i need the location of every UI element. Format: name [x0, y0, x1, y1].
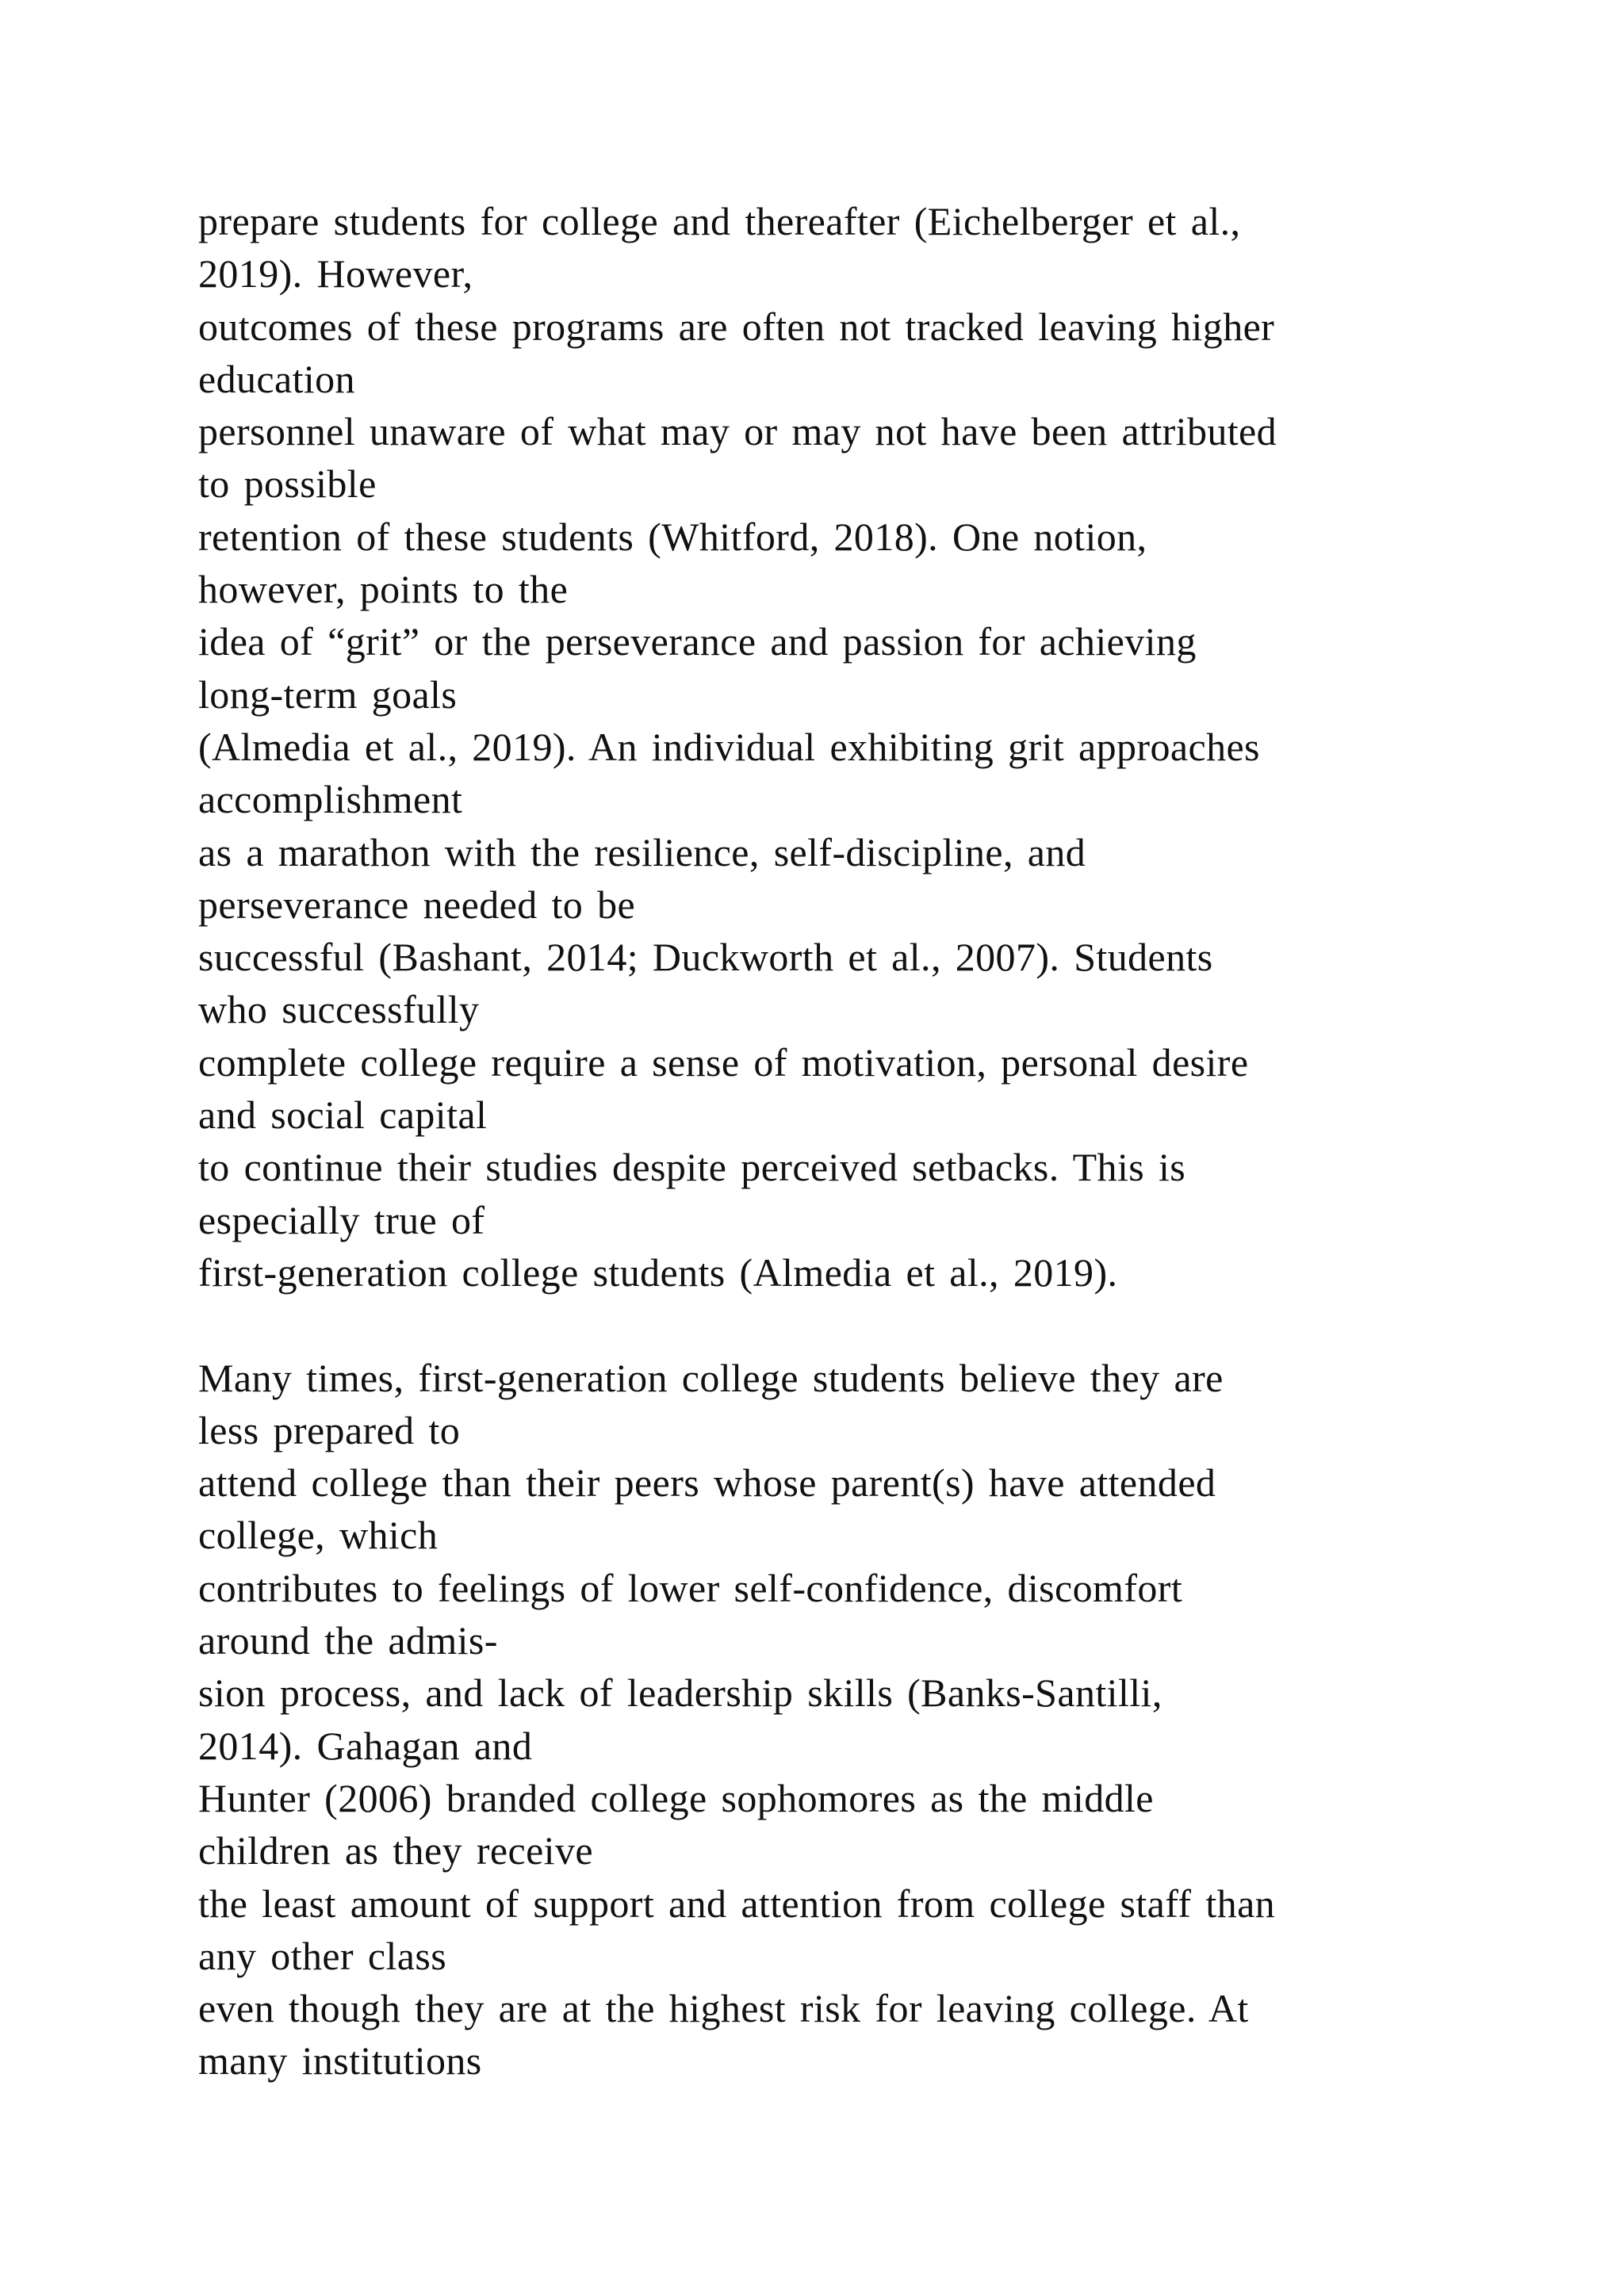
paragraph-1: [198, 195, 1483, 1299]
text-line: perseverance needed to be: [198, 882, 636, 927]
document-body: [198, 195, 1483, 2087]
text-line: education: [198, 356, 355, 401]
text-line: attend college than their peers whose parent(s) have attended: [198, 1460, 1216, 1506]
text-line: around the admis-: [198, 1618, 498, 1663]
text-line: the least amount of support and attention from college staff than: [198, 1881, 1276, 1926]
text-line: retention of these students (Whitford, 2018). One notion,: [198, 514, 1147, 559]
text-line: to possible: [198, 461, 377, 507]
text-line: to continue their studies despite perceived setbacks. This is: [198, 1145, 1186, 1190]
text-line: less prepared to: [198, 1407, 461, 1452]
text-line: any other class: [198, 1933, 447, 1978]
text-line: Hunter (2006) branded college sophomores as the middle: [198, 1775, 1154, 1820]
text-line: and social capital: [198, 1093, 488, 1138]
text-line: first-generation college students (Almedia et al., 2019).: [198, 1249, 1118, 1295]
text-line: Many times, first-generation college students believe they are: [198, 1355, 1224, 1400]
text-line: however, points to the: [198, 567, 569, 612]
text-line: sion process, and lack of leadership skills (Banks-Santilli,: [198, 1670, 1162, 1716]
paragraph-spacer: [198, 1299, 1483, 1351]
text-line: accomplishment: [198, 777, 463, 822]
text-line: contributes to feelings of lower self-confidence, discomfort: [198, 1565, 1183, 1610]
text-line: complete college require a sense of motivation, personal desire: [198, 1039, 1249, 1085]
text-line: college, which: [198, 1513, 439, 1558]
text-line: personnel unaware of what may or may not have been attributed: [198, 409, 1277, 454]
text-line: long-term goals: [198, 672, 458, 717]
text-line: outcomes of these programs are often not tracked leaving higher: [198, 304, 1275, 349]
text-line: who successfully: [198, 987, 480, 1032]
text-line: as a marathon with the resilience, self-discipline, and: [198, 829, 1086, 874]
text-line: successful (Bashant, 2014; Duckworth et al., 2007). Students: [198, 935, 1213, 980]
text-line: 2019). However,: [198, 251, 473, 297]
text-line: even though they are at the highest risk for leaving college. At: [198, 1986, 1249, 2031]
text-line: 2014). Gahagan and: [198, 1723, 533, 1768]
text-line: children as they receive: [198, 1828, 593, 1873]
text-line: (Almedia et al., 2019). An individual exhibiting grit approaches: [198, 724, 1260, 769]
text-line: prepare students for college and thereafter (Eichelberger et al.,: [198, 199, 1241, 243]
text-line: many institutions: [198, 2038, 482, 2084]
paragraph-2: [198, 1352, 1483, 2087]
text-line: idea of “grit” or the perseverance and passion for achieving: [198, 619, 1197, 664]
text-line: especially true of: [198, 1197, 485, 1242]
